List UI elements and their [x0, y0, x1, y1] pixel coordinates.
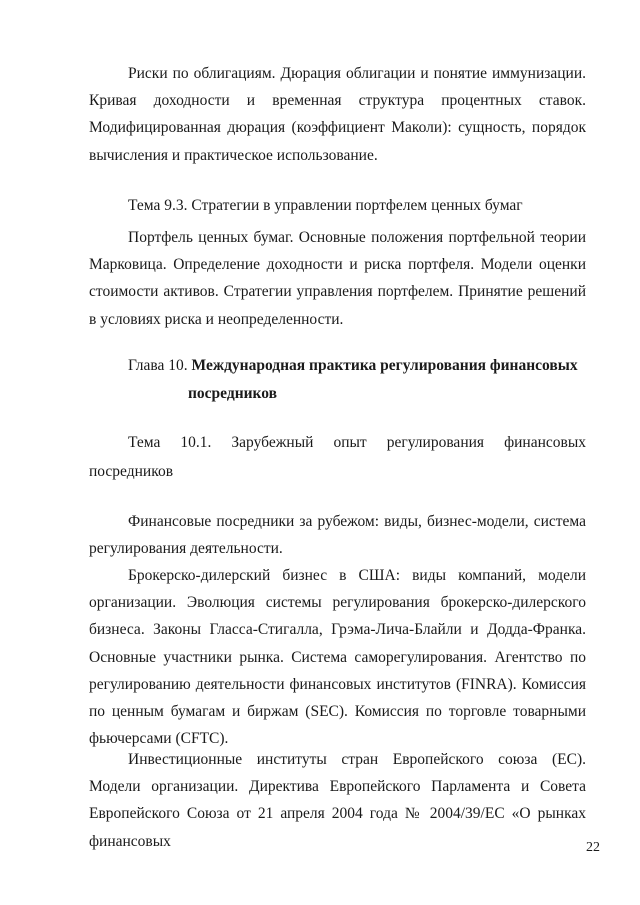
paragraph-us-broker-dealer: Брокерско-дилерский бизнес в США: виды компаний, модели организации. Эволюция системы регулирования брокерско-дилерского бизнеса. Законы Гласса-Стигалла, Грэма-Лича-Блайли и Додда-Франка. Основные участники рынка. Система саморегулирования. Агентство по регулированию деятельности финансовых институтов (FINRA). Комиссия по ценным бумагам и биржам (SEC). Комиссия по торговле товарными фьючерсами (CFTC). — [89, 567, 586, 748]
page-number: 22 — [586, 840, 600, 855]
chapter-10-title-line2: посредников — [188, 385, 278, 402]
paragraph-foreign-intermediaries: Финансовые посредники за рубежом: виды, бизнес-модели, система регулирования деятельности. — [89, 513, 586, 558]
topic-10-1-heading: Тема 10.1. Зарубежный опыт регулирования финансовых посредников — [89, 434, 586, 480]
paragraph-bond-risks: Риски по облигациям. Дюрация облигации и понятие иммунизации. Кривая доходности и временная структура процентных ставок. Модифицированная дюрация (коэффициент Маколи): сущность, порядок вычисления и практическое использование. — [89, 65, 586, 164]
topic-9-3-heading: Тема 9.3. Стратегии в управлении портфелем ценных бумаг — [128, 197, 523, 214]
paragraph-portfolio: Портфель ценных бумаг. Основные положения портфельной теории Марковица. Определение доходности и риска портфеля. Модели оценки стоимости активов. Стратегии управления портфелем. Принятие решений в условиях риска и неопределенности. — [89, 229, 586, 328]
chapter-10-prefix: Глава 10. — [128, 357, 192, 374]
chapter-10-heading — [128, 352, 598, 408]
chapter-10-title-line1: Международная практика регулирования финансовых — [191, 357, 578, 374]
paragraph-eu-institutions: Инвестиционные институты стран Европейского союза (ЕС). Модели организации. Директива Европейского Парламента и Совета Европейского Союза от 21 апреля 2004 года № 2004/39/ЕС «О рынках финансовых — [89, 751, 586, 850]
